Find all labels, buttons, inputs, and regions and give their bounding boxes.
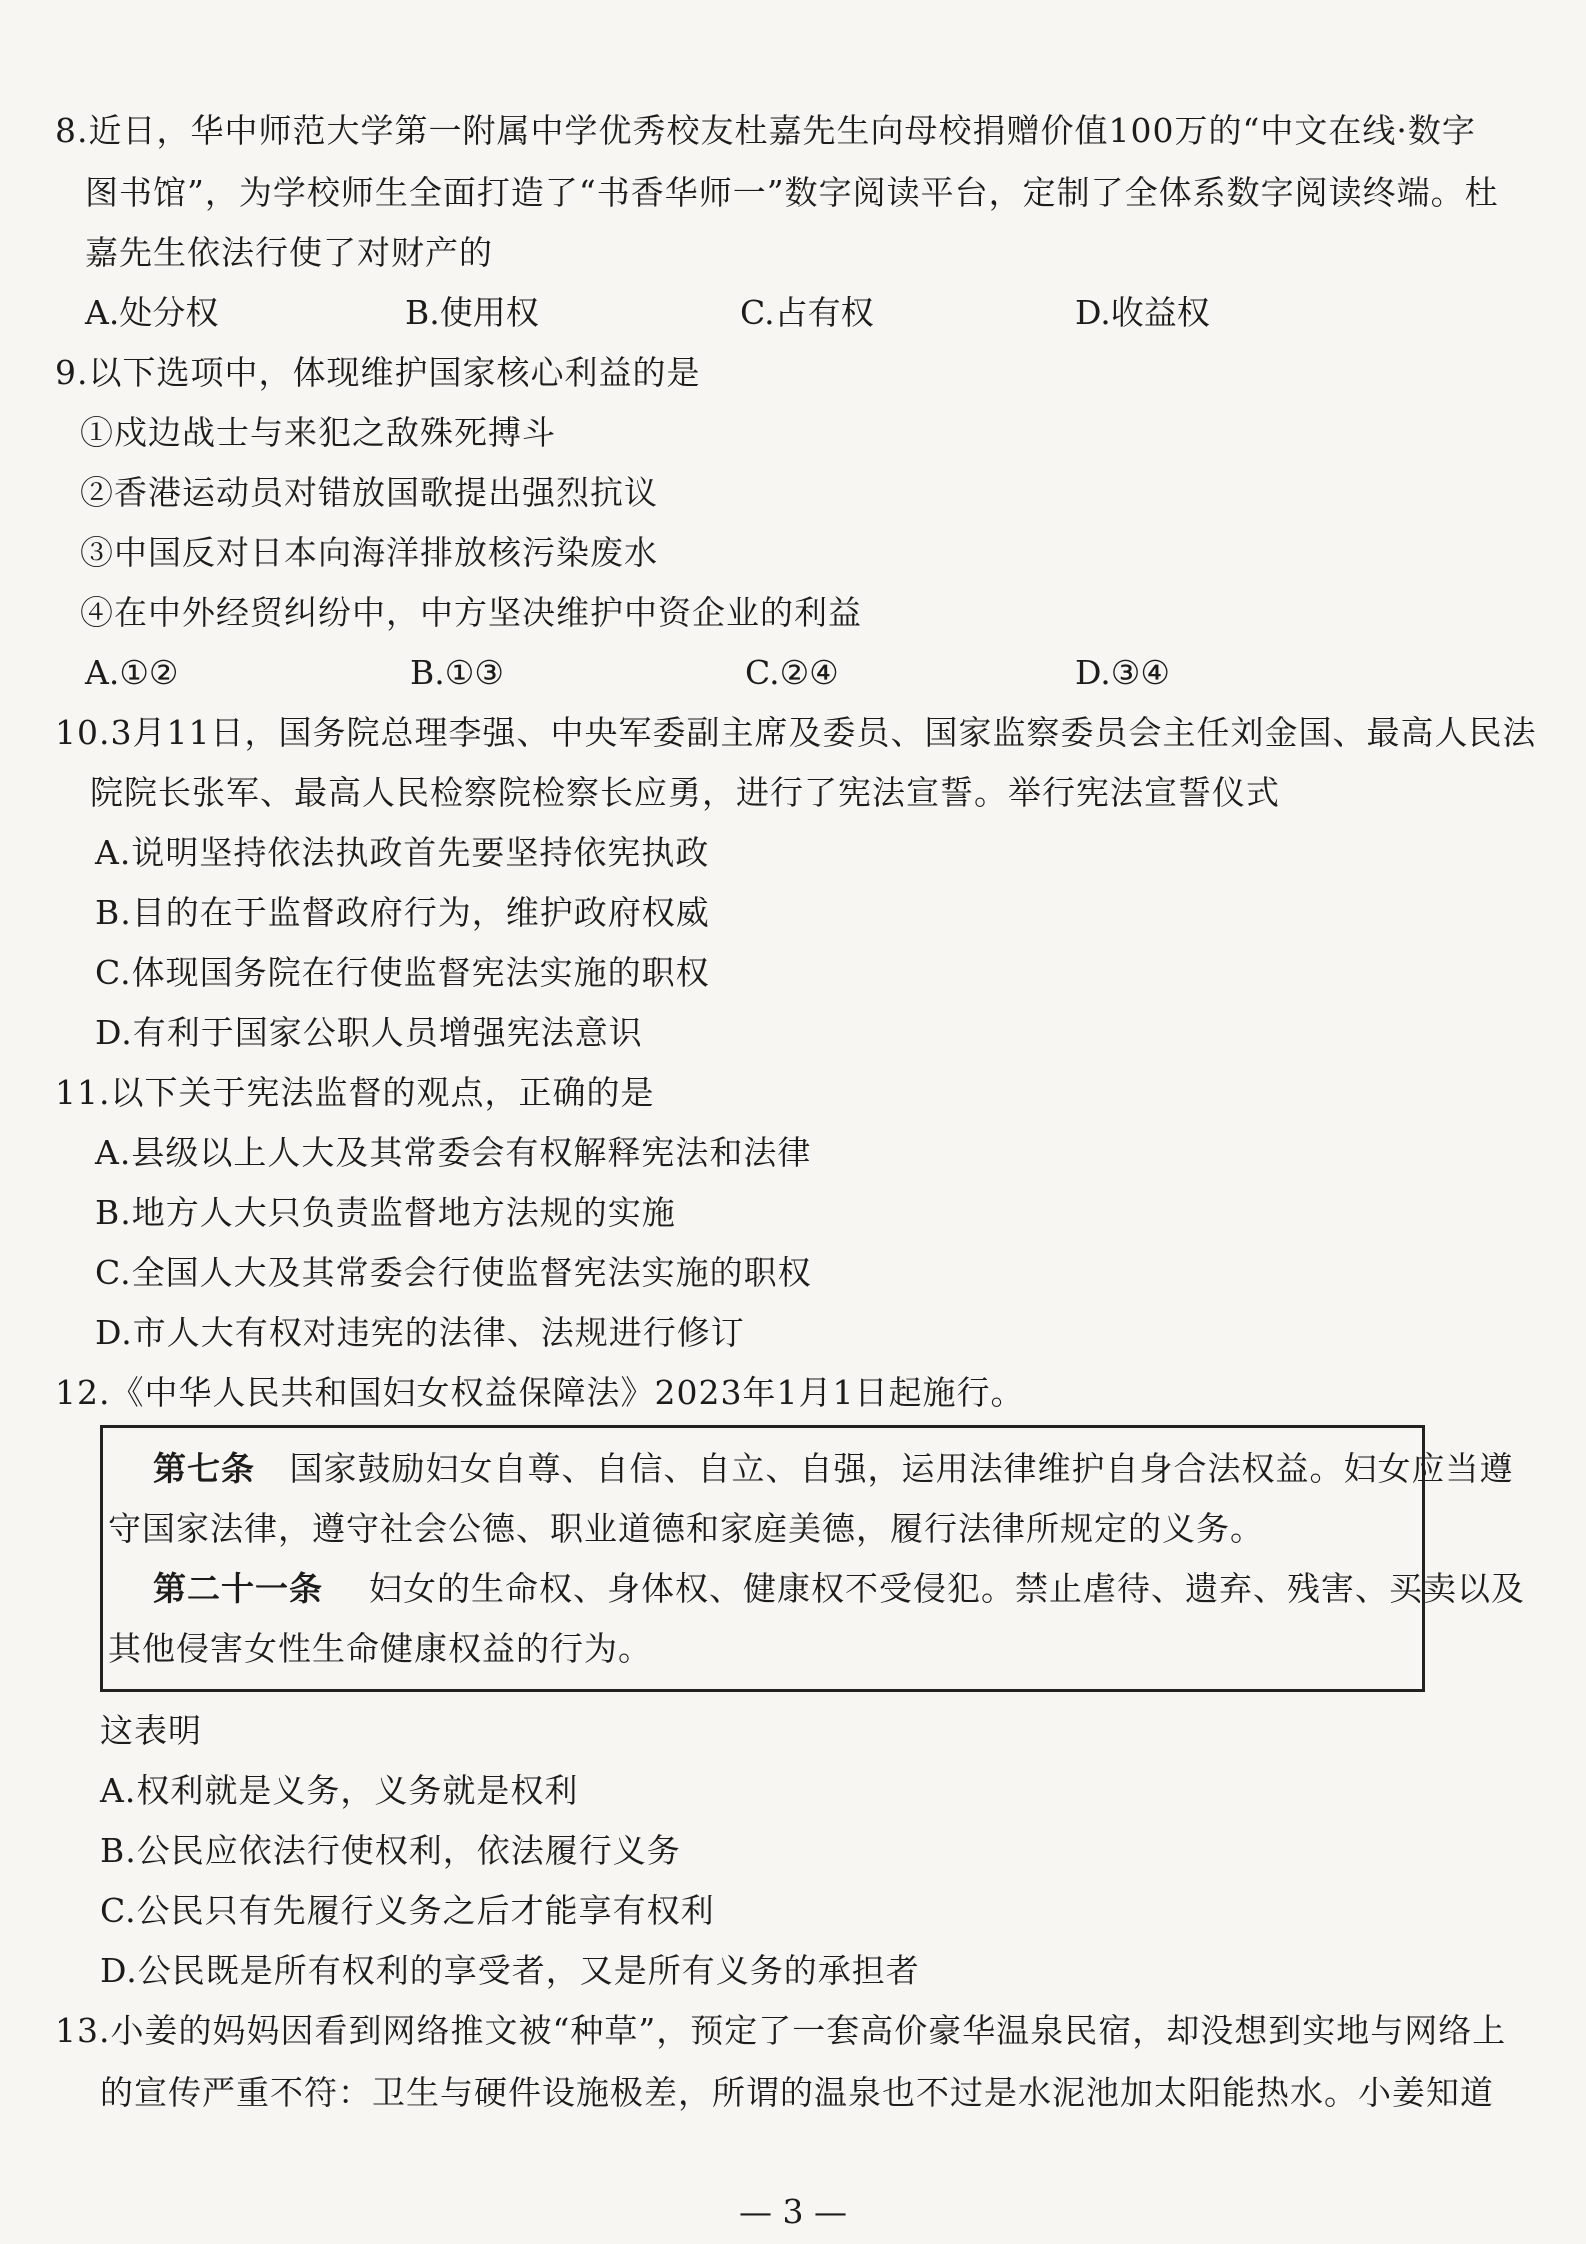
article-21-text-1: 妇女的生命权、身体权、健康权不受侵犯。禁止虐待、遗弃、残害、买卖以及: [368, 1569, 1525, 1608]
q10-option-b: B.目的在于监督政府行为，维护政府权威: [95, 893, 710, 932]
q9-option-d: D.③④: [1075, 653, 1170, 692]
q11-option-b: B.地方人大只负责监督地方法规的实施: [95, 1193, 676, 1232]
article-21-title: 第二十一条: [153, 1569, 323, 1608]
law-excerpt-box: [100, 1425, 1525, 1692]
q8-stem-line3: 嘉先生依法行使了对财产的: [85, 233, 493, 272]
article-21-line2: 其他侵害女性生命健康权益的行为。: [108, 1629, 652, 1668]
q9-item-4: ④在中外经贸纠纷中，中方坚决维护中资企业的利益: [80, 593, 862, 632]
q12-option-c: C.公民只有先履行义务之后才能享有权利: [100, 1891, 715, 1930]
q9-item-2: ②香港运动员对错放国歌提出强烈抗议: [80, 473, 658, 512]
article-7-line1: [153, 1448, 1513, 1490]
article-7-line2: 守国家法律，遵守社会公德、职业道德和家庭美德，履行法律所规定的义务。: [108, 1509, 1264, 1548]
q8-stem-line2: 图书馆”，为学校师生全面打造了“书香华师一”数字阅读平台，定制了全体系数字阅读终端。杜: [85, 173, 1499, 212]
q11-stem: 11.以下关于宪法监督的观点，正确的是: [55, 1073, 655, 1112]
q12-stem: 12.《中华人民共和国妇女权益保障法》2023年1月1日起施行。: [55, 1373, 1025, 1412]
q9-stem: 9.以下选项中，体现维护国家核心利益的是: [55, 353, 701, 392]
q12-lead: 这表明: [100, 1711, 202, 1750]
q10-option-c: C.体现国务院在行使监督宪法实施的职权: [95, 953, 710, 992]
page-number: — 3 —: [739, 2192, 847, 2231]
article-7-text-1: 国家鼓励妇女自尊、自信、自立、自强，运用法律维护自身合法权益。妇女应当遵: [289, 1449, 1514, 1488]
q11-option-c: C.全国人大及其常委会行使监督宪法实施的职权: [95, 1253, 812, 1292]
q8-option-a: A.处分权: [85, 293, 219, 332]
q10-option-a: A.说明坚持依法执政首先要坚持依宪执政: [95, 833, 710, 872]
q12-option-d: D.公民既是所有权利的享受者，又是所有义务的承担者: [100, 1951, 920, 1990]
q9-option-a: A.①②: [85, 653, 179, 692]
q12-option-a: A.权利就是义务，义务就是权利: [100, 1771, 579, 1810]
q8-option-d: D.收益权: [1075, 293, 1210, 332]
q8-option-b: B.使用权: [405, 293, 539, 332]
q9-item-3: ③中国反对日本向海洋排放核污染废水: [80, 533, 658, 572]
q13-stem-line2: 的宣传严重不符：卫生与硬件设施极差，所谓的温泉也不过是水泥池加太阳能热水。小姜知道: [100, 2073, 1494, 2112]
article-21-line1: [153, 1568, 1525, 1610]
q12-option-b: B.公民应依法行使权利，依法履行义务: [100, 1831, 681, 1870]
q10-stem-line1: 10.3月11日，国务院总理李强、中央军委副主席及委员、国家监察委员会主任刘金国、最高人民法: [55, 713, 1537, 752]
q13-stem-line1: 13.小姜的妈妈因看到网络推文被“种草”，预定了一套高价豪华温泉民宿，却没想到实地与网络上: [55, 2011, 1507, 2050]
q11-option-a: A.县级以上人大及其常委会有权解释宪法和法律: [95, 1133, 812, 1172]
q8-option-c: C.占有权: [740, 293, 874, 332]
q11-option-d: D.市人大有权对违宪的法律、法规进行修订: [95, 1313, 745, 1352]
q9-option-b: B.①③: [410, 653, 504, 692]
q8-stem-line1: 8.近日，华中师范大学第一附属中学优秀校友杜嘉先生向母校捐赠价值100万的“中文在线·数字: [55, 111, 1476, 150]
article-7-title: 第七条: [153, 1449, 255, 1488]
q9-item-1: ①戍边战士与来犯之敌殊死搏斗: [80, 413, 556, 452]
q10-option-d: D.有利于国家公职人员增强宪法意识: [95, 1013, 643, 1052]
q10-stem-line2: 院院长张军、最高人民检察院检察长应勇，进行了宪法宣誓。举行宪法宣誓仪式: [90, 773, 1280, 812]
q9-option-c: C.②④: [745, 653, 839, 692]
